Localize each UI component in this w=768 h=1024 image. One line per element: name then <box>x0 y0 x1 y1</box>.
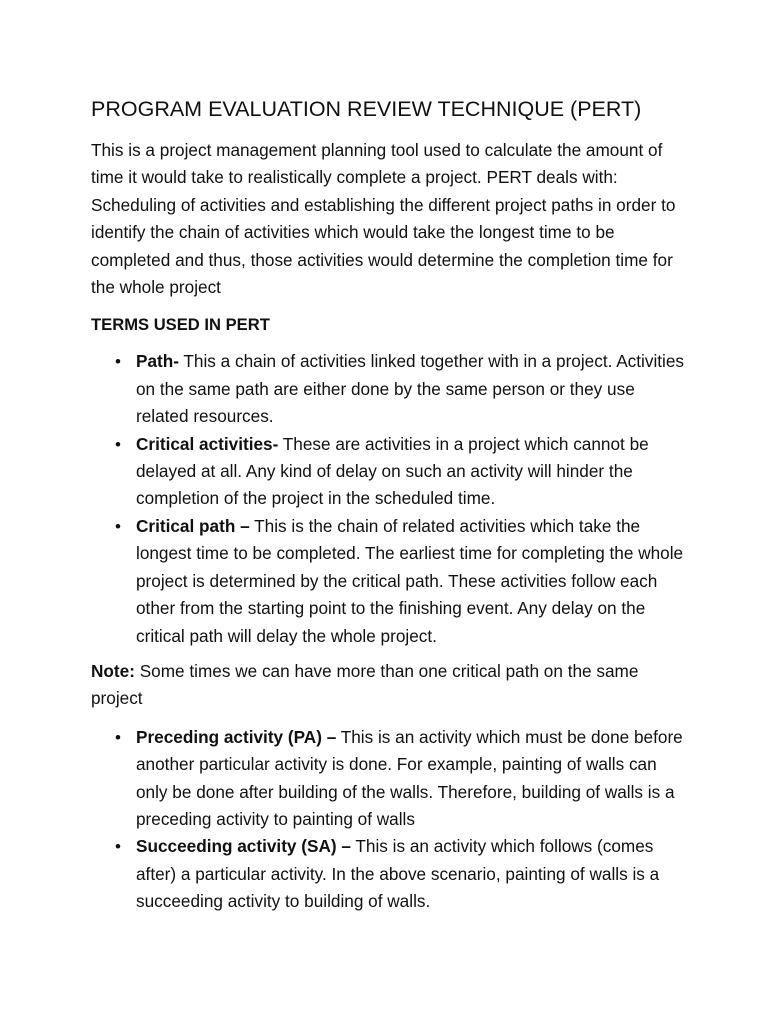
term-item-critical-activities <box>91 431 691 513</box>
term-label: Critical activities- <box>136 433 279 454</box>
term-label: Critical path – <box>136 515 250 536</box>
term-item-preceding-activity <box>91 724 691 834</box>
intro-paragraph: This is a project management planning tool used to calculate the amount of time it would take to realistically complete a project. PERT deals with: Scheduling of activities and establishing the different project paths in order to identify the chain of activities which would take the longest time to be completed and thus, those activities would determine the completion time for the whole project <box>91 140 676 298</box>
term-description: This a chain of activities linked together with in a project. Activities on the same path are either done by the same person or they use related resources. <box>136 351 685 427</box>
terms-heading: TERMS USED IN PERT <box>91 315 270 335</box>
document-content <box>91 94 691 916</box>
term-label: Path- <box>136 351 179 372</box>
bullet-icon: • <box>115 352 121 372</box>
term-description: These are activities in a project which cannot be delayed at all. Any kind of delay on such an activity will hinder the completion of the project in the scheduled time. <box>136 433 649 509</box>
note-paragraph <box>91 658 691 713</box>
term-item-path <box>91 348 691 430</box>
term-description: This is an activity which must be done before another particular activity is done. For example, painting of walls can only be done after building of the walls. Therefore, building of walls is a preceding activity to painting of walls <box>136 726 683 829</box>
terms-list <box>91 348 691 649</box>
bullet-icon: • <box>115 727 121 747</box>
term-label: Succeeding activity (SA) – <box>136 836 351 857</box>
term-description: This is the chain of related activities which take the longest time to be completed. The earliest time for completing the whole project is determined by the critical path. These activities follow each other from the starting point to the finishing event. Any delay on the critical path will delay the whole project. <box>136 515 684 646</box>
document-title: PROGRAM EVALUATION REVIEW TECHNIQUE (PERT) <box>91 97 642 121</box>
bullet-icon: • <box>115 837 121 857</box>
bullet-icon: • <box>115 434 121 454</box>
activity-terms-list <box>91 724 691 916</box>
bullet-icon: • <box>115 516 121 536</box>
term-description: This is an activity which follows (comes after) a particular activity. In the above scenario, painting of walls is a succeeding activity to building of walls. <box>136 836 660 912</box>
note-label: Note: <box>91 660 135 681</box>
term-label: Preceding activity (PA) – <box>136 726 337 747</box>
term-item-critical-path <box>91 513 691 650</box>
term-item-succeeding-activity <box>91 833 691 915</box>
note-text: Some times we can have more than one critical path on the same project <box>91 660 639 709</box>
